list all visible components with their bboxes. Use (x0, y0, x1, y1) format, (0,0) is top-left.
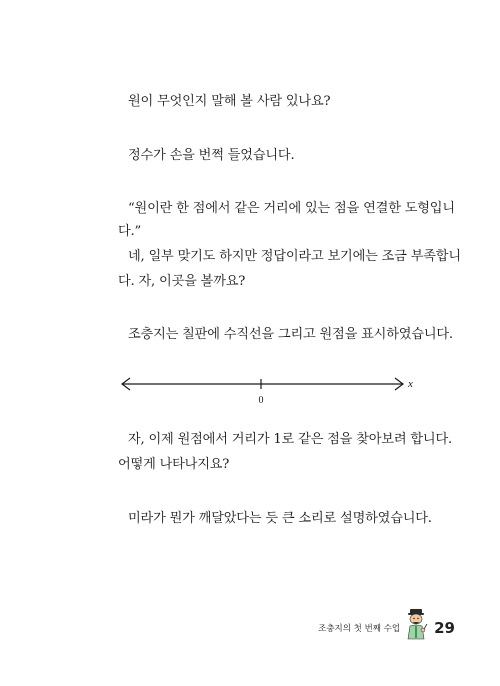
page-footer (318, 606, 455, 642)
paragraph-line: “원이란 한 점에서 같은 거리에 있는 점을 연결한 도형입니 (128, 201, 455, 216)
paragraph-line: 네, 일부 맞기도 하지만 정답이라고 보기에는 조금 부족합니 (128, 249, 461, 264)
paragraph-line: 정수가 손을 번쩍 들었습니다. (128, 148, 295, 163)
number-line-diagram (118, 372, 418, 412)
scholar-character-icon (404, 608, 428, 640)
book-title: 조충지의 첫 번째 수업 (318, 624, 401, 634)
paragraph-line: 원이 무엇인지 말해 볼 사람 있나요? (128, 94, 331, 109)
paragraph-line: 미라가 뭔가 깨달았다는 듯 큰 소리로 설명하였습니다. (128, 511, 432, 526)
paragraph-line: 다. 자, 이곳을 볼까요? (118, 274, 246, 289)
paragraph-line: 조충지는 칠판에 수직선을 그리고 원점을 표시하였습니다. (128, 327, 453, 342)
page-number: 29 (434, 619, 455, 637)
paragraph-line: 자, 이제 원점에서 거리가 1로 같은 점을 찾아보려 합니다. (128, 432, 452, 447)
axis-label: x (408, 378, 413, 390)
origin-label: 0 (258, 395, 264, 406)
paragraph-line: 다.” (118, 224, 142, 239)
paragraph-line: 어떻게 나타나지요? (118, 457, 230, 472)
